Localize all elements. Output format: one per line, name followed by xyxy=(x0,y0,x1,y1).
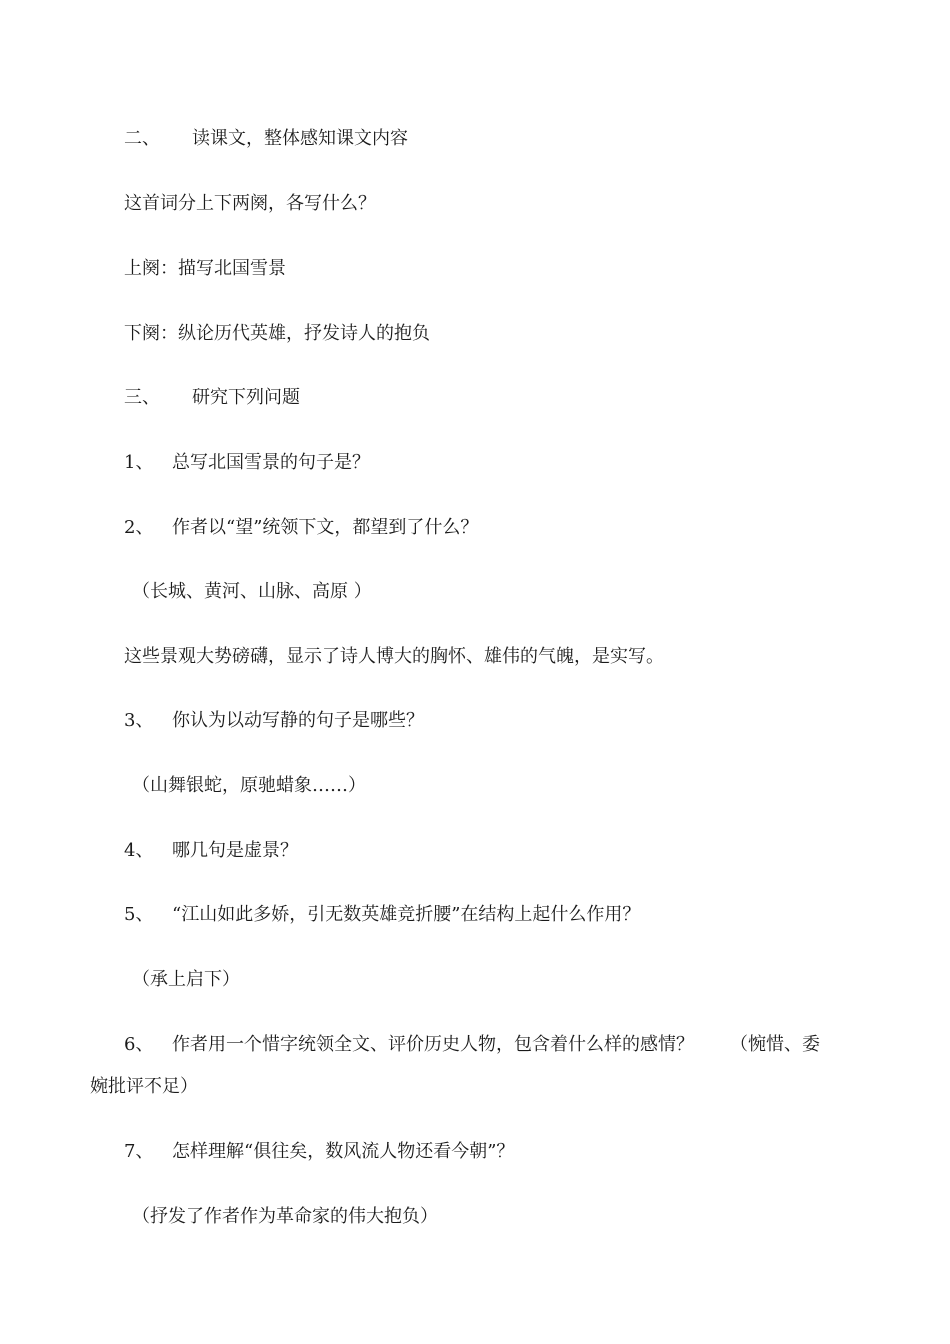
paragraph xyxy=(124,322,430,346)
question-4 xyxy=(124,839,298,863)
paragraph-text: 下阕：纵论历代英雄，抒发诗人的抱负 xyxy=(124,323,430,344)
question-2 xyxy=(124,516,478,540)
question-number: 6、 xyxy=(124,1034,154,1055)
answer xyxy=(132,968,240,992)
section-number: 三、 xyxy=(124,387,160,408)
question-6-continuation xyxy=(90,1075,198,1099)
question-5 xyxy=(124,903,640,927)
question-7 xyxy=(124,1140,514,1164)
answer xyxy=(132,1205,438,1229)
question-text: 你认为以动写静的句子是哪些？ xyxy=(172,710,424,731)
question-text: “江山如此多娇，引无数英雄竞折腰”在结构上起什么作用？ xyxy=(172,904,641,925)
section-title: 读课文，整体感知课文内容 xyxy=(192,128,408,149)
question-number: 1、 xyxy=(124,452,154,473)
question-text: 总写北国雪景的句子是？ xyxy=(172,452,370,473)
section-number: 二、 xyxy=(124,128,160,149)
answer-text: （承上启下） xyxy=(132,969,240,990)
paragraph-text: 上阕：描写北国雪景 xyxy=(124,258,286,279)
question-number: 5、 xyxy=(124,904,154,925)
question-number: 3、 xyxy=(124,710,154,731)
answer-text: 婉批评不足） xyxy=(90,1076,198,1097)
answer-text: （惋惜、委 xyxy=(730,1034,820,1055)
question-number: 2、 xyxy=(124,517,154,538)
paragraph-text: 这首词分上下两阕，各写什么？ xyxy=(124,193,376,214)
section-heading-2 xyxy=(124,127,408,151)
question-6 xyxy=(124,1033,820,1057)
paragraph xyxy=(124,192,376,216)
paragraph xyxy=(124,645,664,669)
question-number: 7、 xyxy=(124,1141,154,1162)
answer-text: （抒发了作者作为革命家的伟大抱负） xyxy=(132,1206,438,1227)
answer xyxy=(132,580,372,604)
section-heading-3 xyxy=(124,386,300,410)
answer-text: （山舞银蛇，原驰蜡象……） xyxy=(132,775,366,796)
paragraph-text: 这些景观大势磅礴，显示了诗人博大的胸怀、雄伟的气魄，是实写。 xyxy=(124,646,664,667)
question-text: 怎样理解“俱往矣，数风流人物还看今朝”？ xyxy=(172,1141,515,1162)
paragraph xyxy=(124,257,286,281)
question-text: 作者以“望”统领下文，都望到了什么？ xyxy=(172,517,479,538)
question-1 xyxy=(124,451,370,475)
section-title: 研究下列问题 xyxy=(192,387,300,408)
question-text: 作者用一个惜字统领全文、评价历史人物，包含着什么样的感情？ xyxy=(172,1034,694,1055)
answer-text: （长城、黄河、山脉、高原 ） xyxy=(132,581,372,602)
question-text: 哪几句是虚景？ xyxy=(172,840,298,861)
question-number: 4、 xyxy=(124,840,154,861)
answer xyxy=(132,774,366,798)
question-3 xyxy=(124,709,424,733)
